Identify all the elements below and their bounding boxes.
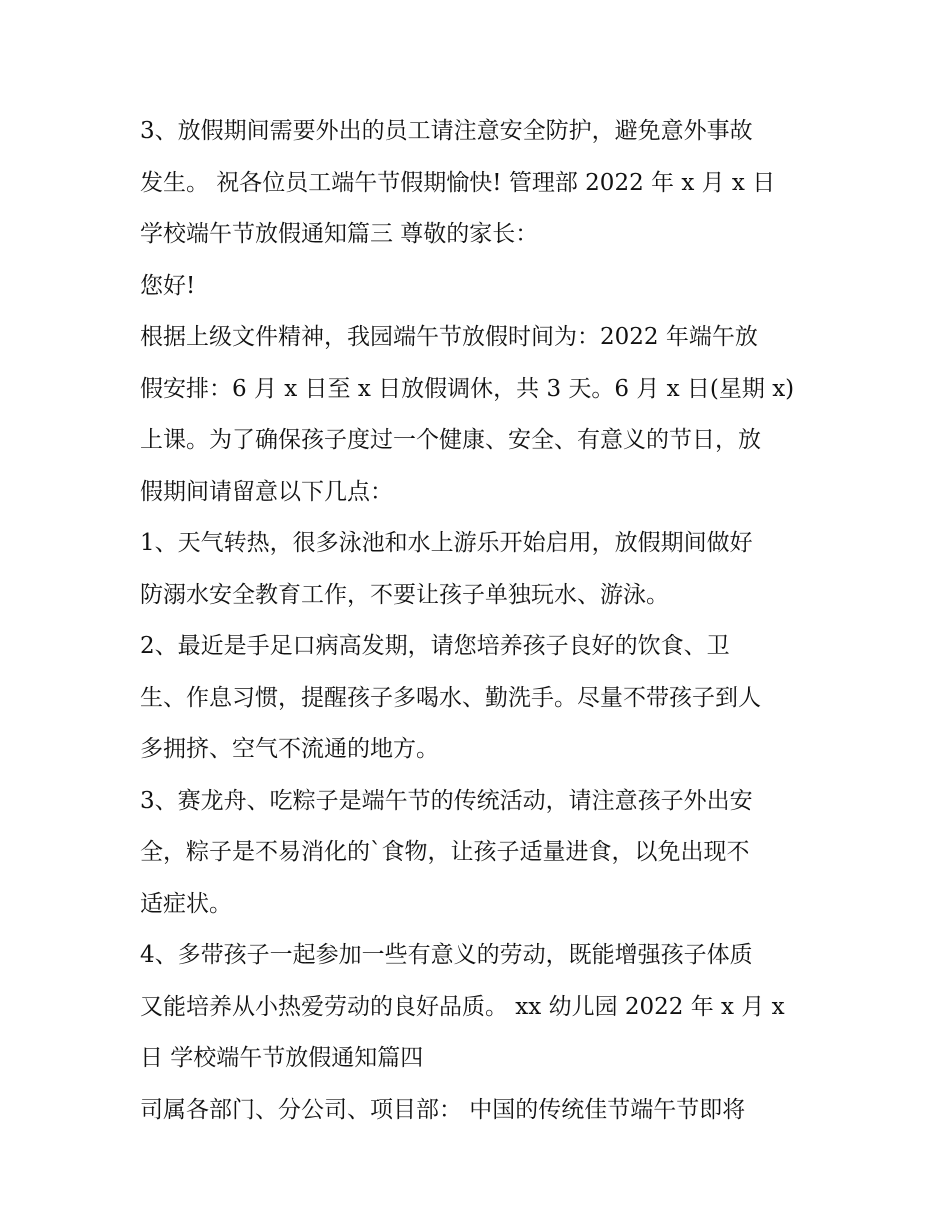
text-line: 4、多带孩子一起参加一些有意义的劳动，既能增强孩子体质 (140, 942, 753, 968)
text-line: 您好! (140, 272, 196, 299)
text-line: 1、天气转热，很多泳池和水上游乐开始启用，放假期间做好 (140, 530, 753, 556)
document-body (140, 106, 820, 1136)
text-line: 3、赛龙舟、吃粽子是端午节的传统活动，请注意孩子外出安 (140, 787, 753, 814)
text-line: 司属各部门、分公司、项目部： 中国的传统佳节端午节即将 (140, 1096, 746, 1123)
text-line: 上课。为了确保孩子度过一个健康、安全、有意义的节日，放 (140, 427, 761, 453)
text-line: 防溺水安全教育工作，不要让孩子单独玩水、游泳。 (140, 581, 669, 608)
text-line: 假安排：6 月 x 日至 x 日放假调休，共 3 天。6 月 x 日(星期 x) (140, 375, 795, 402)
text-line: 3、放假期间需要外出的员工请注意安全防护，避免意外事故 (140, 118, 753, 144)
text-line: 又能培养从小热爱劳动的良好品质。 xx 幼儿园 2022 年 x 月 x (140, 993, 785, 1020)
text-line: 学校端午节放假通知篇三 尊敬的家长： (140, 221, 539, 247)
text-line: 适症状。 (140, 890, 232, 917)
text-line: 生、作息习惯，提醒孩子多喝水、勤洗手。尽量不带孩子到人 (140, 684, 761, 711)
text-line: 多拥挤、空气不流通的地方。 (140, 736, 439, 762)
text-line: 根据上级文件精神，我园端午节放假时间为：2022 年端午放 (140, 324, 758, 350)
text-line: 2、最近是手足口病高发期，请您培养孩子良好的饮食、卫 (140, 633, 730, 659)
text-line: 发生。 祝各位员工端午节假期愉快! 管理部 2022 年 x 月 x 日 (140, 169, 776, 196)
text-line: 日 学校端午节放假通知篇四 (140, 1045, 424, 1071)
text-line: 假期间请留意以下几点： (140, 478, 393, 505)
text-line: 全，粽子是不易消化的`食物，让孩子适量进食，以免出现不 (140, 839, 750, 865)
